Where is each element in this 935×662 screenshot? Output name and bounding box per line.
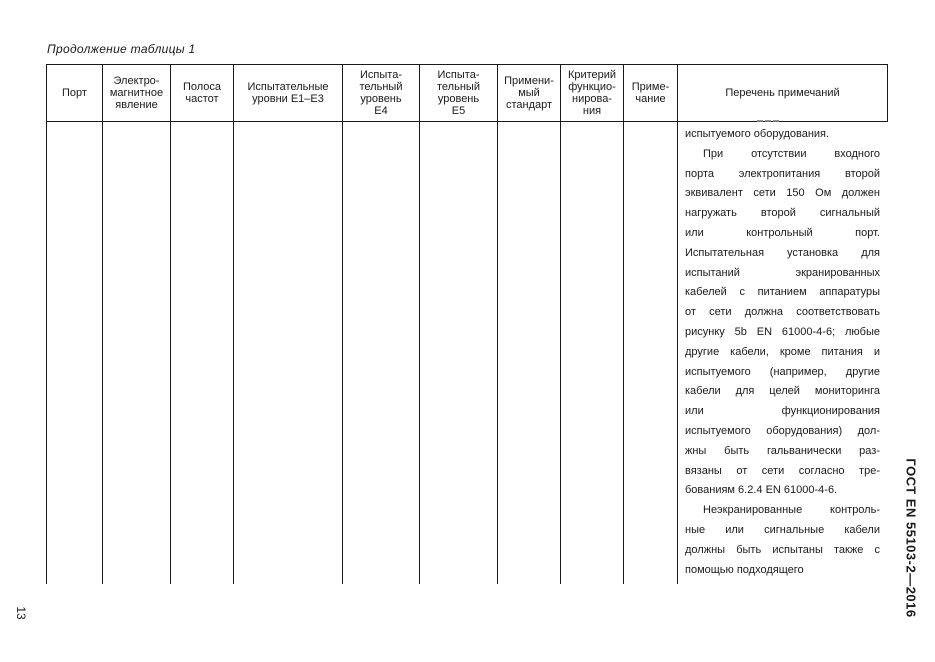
col-divider <box>497 64 498 584</box>
notes-line: вязаны от сети согласно тре- <box>685 464 880 477</box>
header-level-e4: Испыта- тельный уровень Е4 <box>359 69 403 117</box>
table-caption: Продолжение таблицы 1 <box>47 42 196 56</box>
notes-line: или контрольный порт. <box>685 226 880 239</box>
notes-line: Неэкранированные контроль- <box>703 504 880 517</box>
header-standard: Примени- мый стандарт <box>504 75 554 111</box>
col-divider <box>233 64 234 584</box>
header-notes-list: Перечень примечаний <box>725 87 840 99</box>
notes-line: должны быть испытаны также с <box>685 543 880 556</box>
col-divider <box>46 64 47 584</box>
notes-line: помощью подходящего <box>685 563 804 576</box>
notes-line: или функционирования <box>685 405 880 418</box>
standard-side-title: ГОСТ EN 55103-2—2016 <box>903 458 919 618</box>
notes-line: Испытательная установка для <box>685 246 880 259</box>
col-divider <box>102 64 103 584</box>
notes-line: испытуемого оборудования. <box>685 128 830 140</box>
header-phenomenon: Электро- магнитное явление <box>109 75 164 111</box>
notes-line: порта электропитания второй <box>685 167 880 180</box>
notes-line: эквивалент сети 150 Ом должен <box>685 187 880 200</box>
notes-line: испытуемого (например, другие <box>685 365 880 378</box>
page-number: 13 <box>14 606 28 620</box>
notes-line: ные или сигнальные кабели <box>685 523 880 536</box>
col-divider <box>623 64 624 584</box>
notes-line: рисунку 5b EN 61000-4-6; любые <box>685 325 880 338</box>
col-divider <box>419 64 420 584</box>
header-level-e5: Испыта- тельный уровень Е5 <box>437 69 480 117</box>
notes-line: бованиям 6.2.4 EN 61000-4-6. <box>685 484 838 497</box>
header-levels-e1-e3: Испытательные уровни Е1–Е3 <box>247 81 329 105</box>
notes-line: кабели для целей мониторинга <box>685 385 880 398</box>
cut-off-text-fragment: ▬▬▬ <box>757 118 781 122</box>
notes-line: При отсутствии входного <box>703 147 880 160</box>
table-right-border <box>887 64 888 122</box>
col-divider <box>677 64 678 584</box>
header-port: Порт <box>62 87 87 99</box>
col-divider <box>170 64 171 584</box>
header-frequency-band: Полоса частот <box>182 81 222 105</box>
notes-text <box>685 125 880 580</box>
notes-line: кабелей с питанием аппаратуры <box>685 286 880 299</box>
col-divider <box>560 64 561 584</box>
notes-line: от сети должна соответствовать <box>685 306 880 319</box>
notes-line: жны быть гальванически раз- <box>685 444 880 457</box>
notes-line: испытаний экранированных <box>685 266 880 279</box>
col-divider <box>342 64 343 584</box>
notes-line: другие кабели, кроме питания и <box>685 345 880 358</box>
notes-line: нагружать второй сигнальный <box>685 207 880 220</box>
header-criterion: Критерий функцио- нирова- ния <box>567 69 617 117</box>
notes-line: испытуемого оборудования) дол- <box>685 424 880 437</box>
header-note: Приме- чание <box>631 81 670 105</box>
